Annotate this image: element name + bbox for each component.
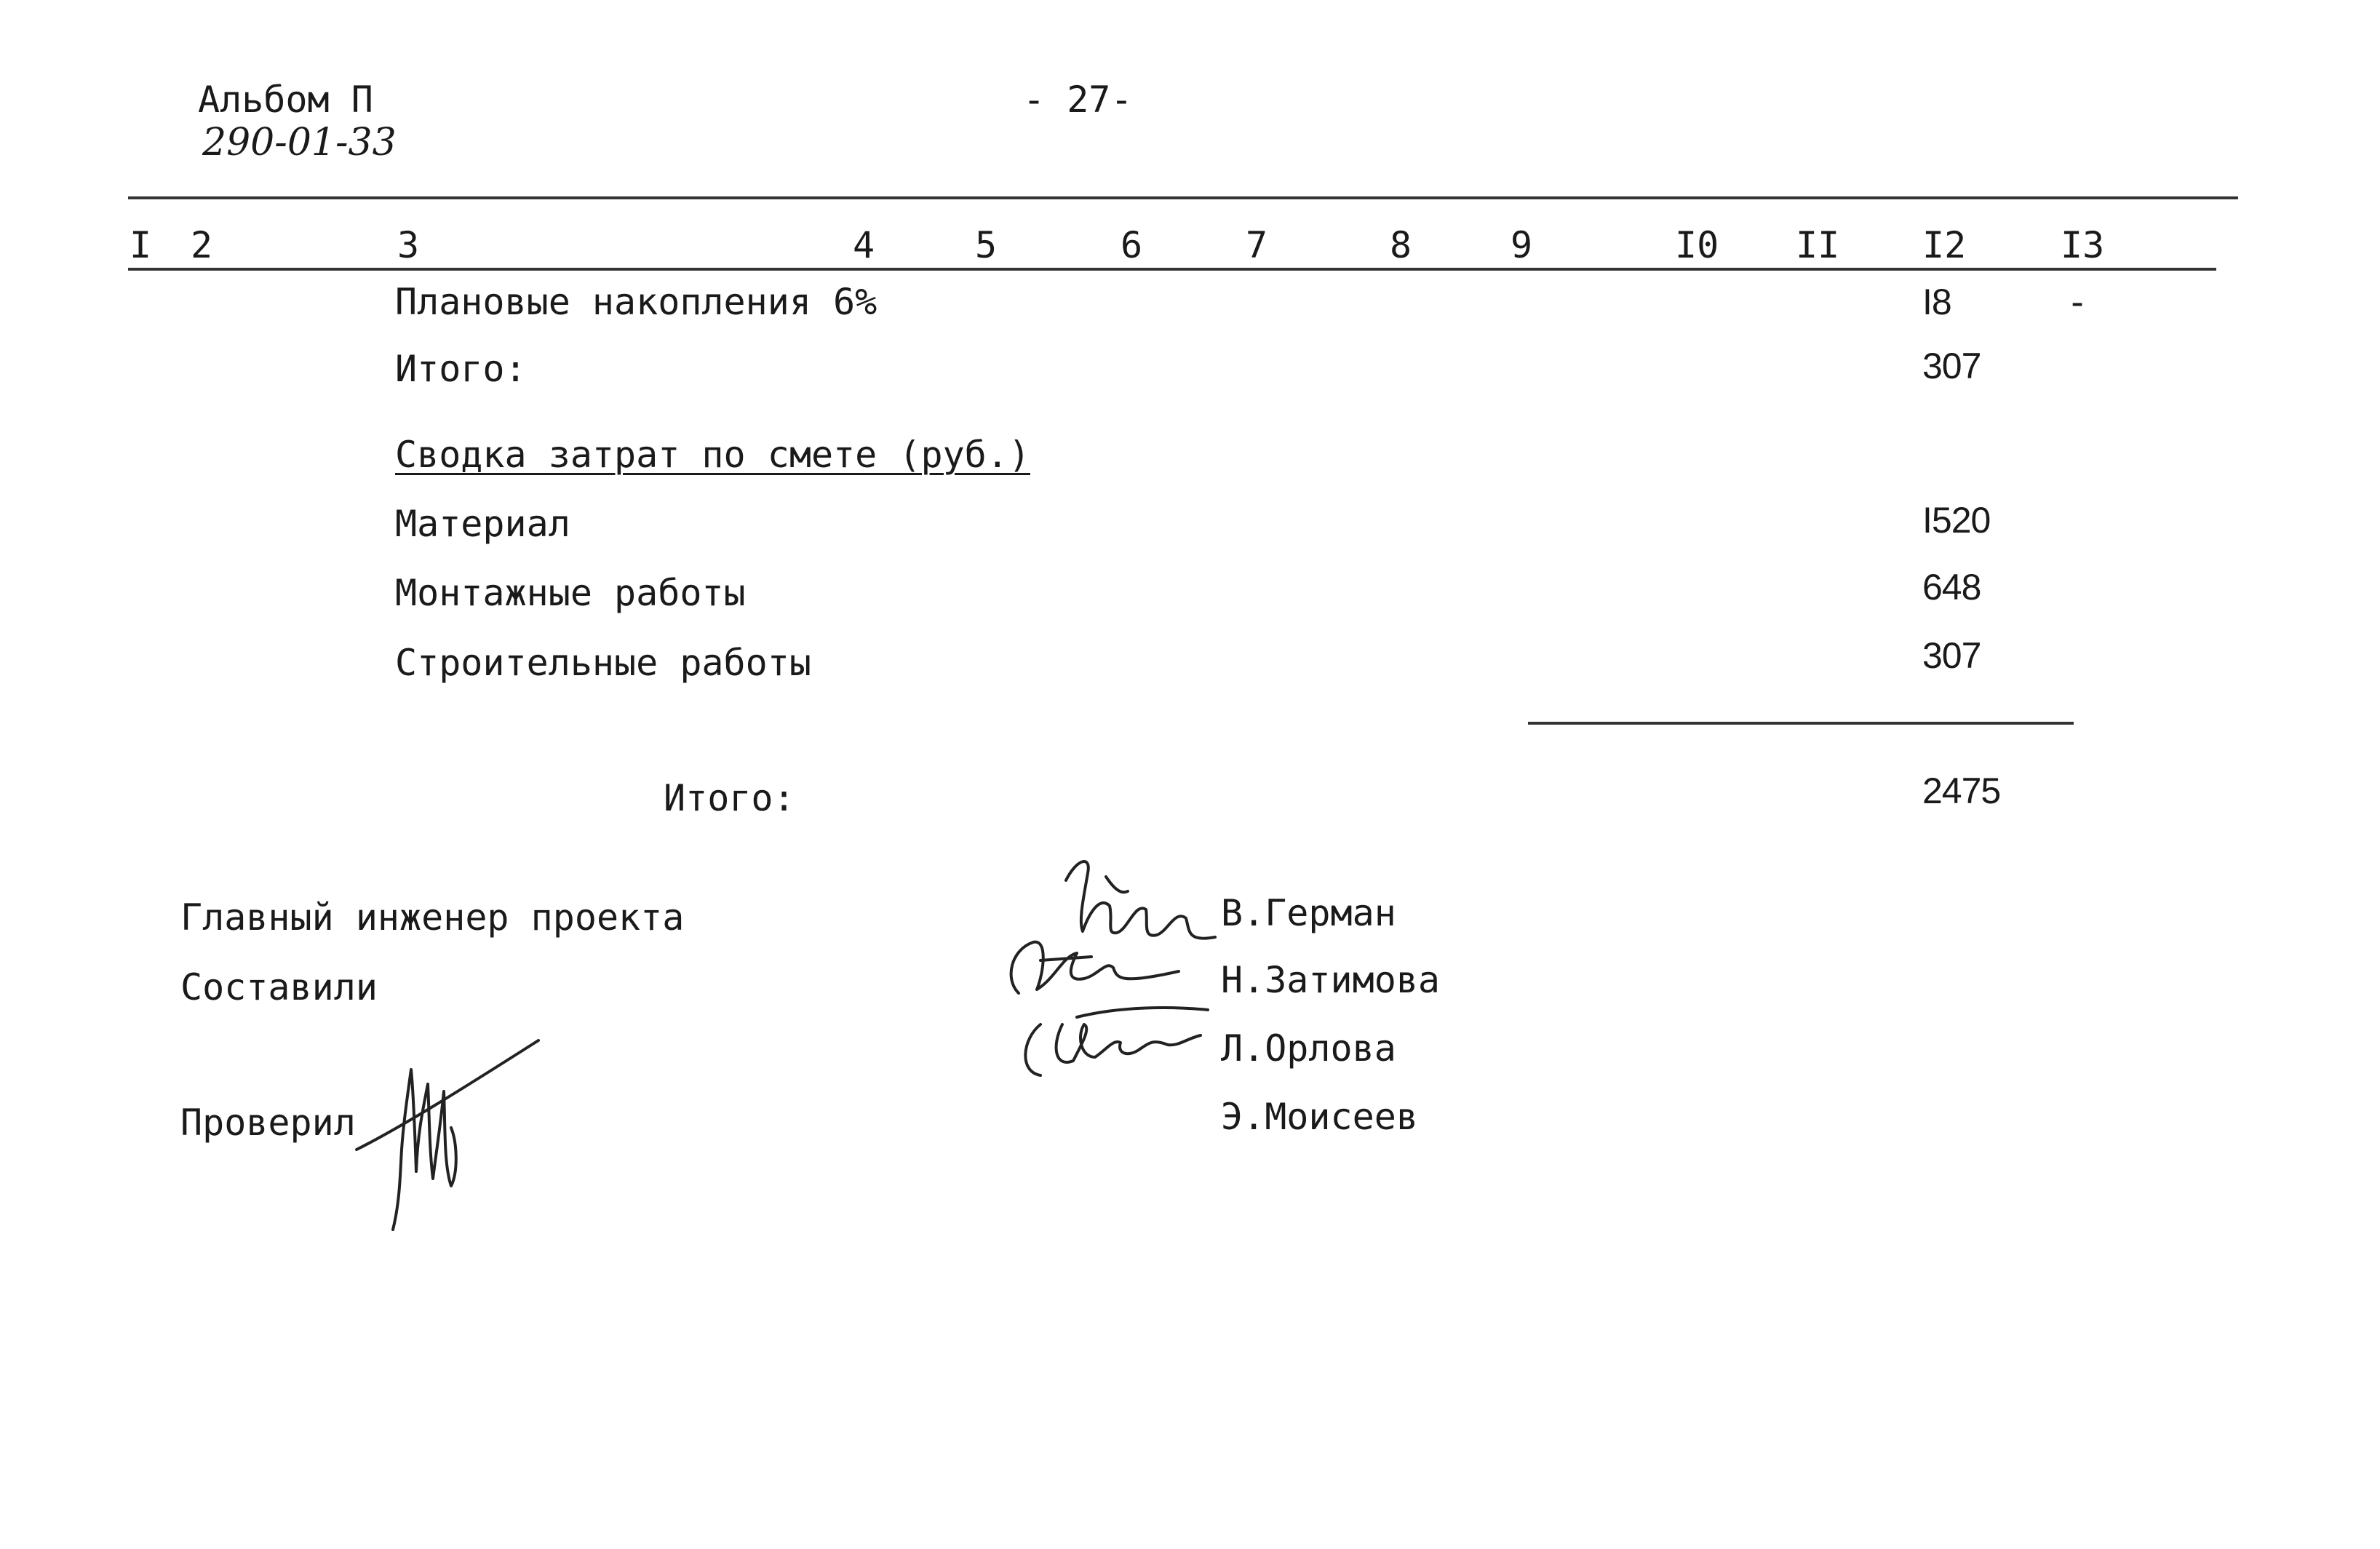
checked-role: Проверил [180,1102,356,1144]
chief-engineer-role: Главный инженер проекта [180,896,685,939]
page-number: - 27- [1023,79,1133,121]
planned-savings-label: Плановые накопления 6% [395,281,877,323]
signature-checked [342,1026,560,1237]
signer-name-german: В.Герман [1221,892,1396,934]
grand-total-label: Итого: [664,777,795,819]
summary-item-installation-value: 648 [1922,567,1981,608]
album-code: 290-01-33 [202,121,397,164]
album-label: Альбом П [198,79,373,121]
column-header-6: 6 [1121,224,1143,266]
summary-title: Сводка затрат по смете (руб.) [395,434,1030,476]
column-header-11: II [1796,224,1840,266]
column-header-12: I2 [1922,224,1967,266]
top-rule [128,196,2238,199]
summary-item-construction-label: Строительные работы [395,642,811,684]
column-header-8: 8 [1390,224,1412,266]
column-header-3: 3 [397,224,420,266]
grand-total-value: 2475 [1922,770,2001,811]
summary-item-material-label: Материал [395,503,570,545]
summary-item-material-value: I520 [1922,500,1991,541]
column-header-5: 5 [975,224,998,266]
signature-orlova [1011,1003,1230,1097]
column-header-7: 7 [1246,224,1268,266]
total-rule [1528,722,2074,725]
header-rule [128,268,2216,271]
column-header-13: I3 [2061,224,2105,266]
column-header-4: 4 [853,224,875,266]
column-header-10: I0 [1675,224,1719,266]
subtotal-label: Итого: [395,348,527,390]
subtotal-value: 307 [1922,346,1981,386]
compiled-role: Составили [180,966,378,1008]
signature-zatimova [997,928,1201,1015]
summary-item-construction-value: 307 [1922,635,1981,676]
signer-name-orlova: Л.Орлова [1221,1027,1396,1070]
planned-savings-col13: - [2066,281,2089,323]
signer-name-moiseev: Э.Моисеев [1221,1096,1418,1138]
signer-name-zatimova: Н.Затимова [1221,959,1441,1001]
planned-savings-value: I8 [1922,282,1951,322]
summary-item-installation-label: Монтажные работы [395,572,746,614]
column-header-9: 9 [1511,224,1533,266]
column-header-2: 2 [191,224,213,266]
column-header-1: I [130,224,152,266]
